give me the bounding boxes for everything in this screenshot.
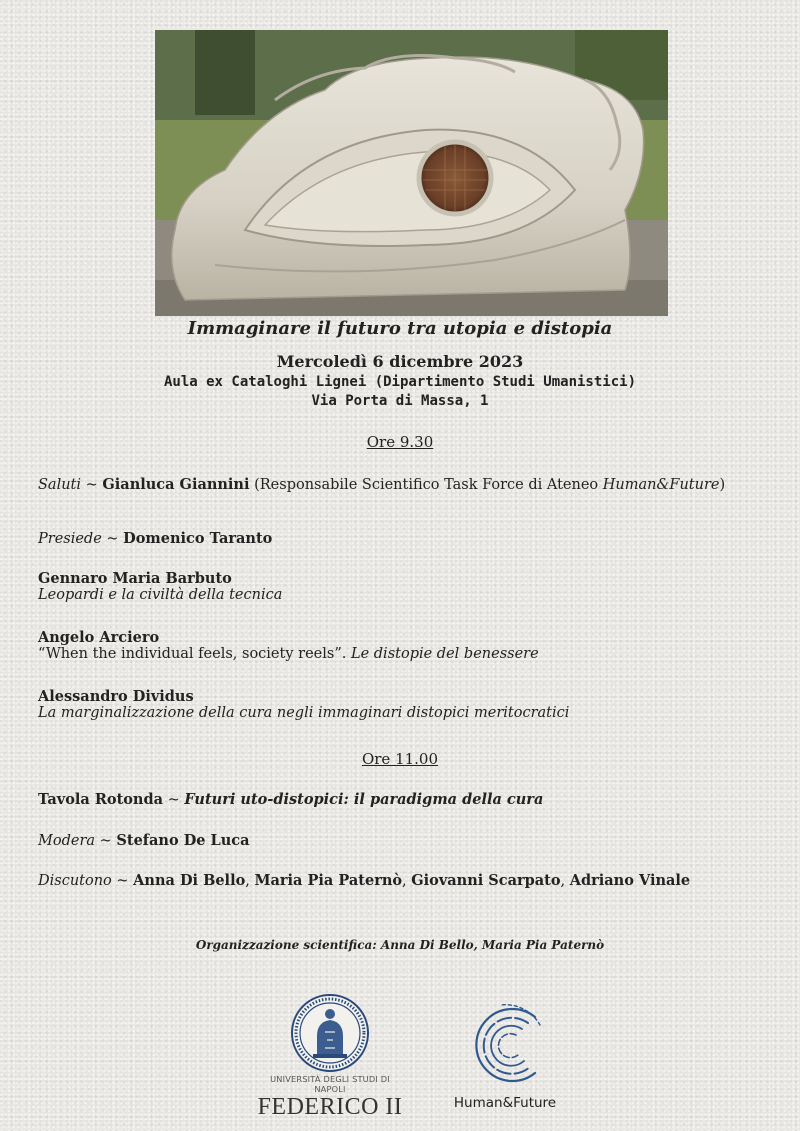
roundtable-line [38,791,543,808]
university-name: UNIVERSITÀ DEGLI STUDI DI NAPOLI [270,1074,390,1094]
university-seal-icon [255,992,405,1074]
event-address: Via Porta di Massa, 1 [311,393,489,409]
greeting-affil-pre: (Responsabile Scientifico Task Force di Ateneo [249,477,603,493]
greeting-affil-italic: Human&Future [602,477,720,493]
greeting-line [38,476,725,493]
organization-credit: Organizzazione scientifica: Anna Di Bello, Maria Pia Paternò [195,938,605,952]
discussant-joiner: , [245,873,255,889]
chair-sep: ~ [101,531,124,547]
talk-title [38,587,282,603]
chair-line [38,530,272,547]
greeting-sep: ~ [81,477,103,493]
talk-speaker: Angelo Arciero [38,629,160,646]
university-wordmark: FEDERICO II [257,1094,403,1120]
talk-title-plain: “When the individual feels, society reels”. [38,646,351,662]
chair-name: Domenico Taranto [123,530,273,547]
discussant-name: Maria Pia Paternò [254,872,403,889]
talk-item [38,570,282,603]
moderator-sep: ~ [95,833,117,849]
discussant-name: Anna Di Bello [133,872,246,889]
event-subtitle: Immaginare il futuro tra utopia e distopia [187,318,613,339]
discussant-joiner: , [560,873,570,889]
discussants-role: Discutono [38,873,112,889]
header-photo [155,30,668,316]
human-future-logo [440,995,570,1120]
talk-item [38,629,539,662]
event-venue: Aula ex Cataloghi Lignei (Dipartimento Studi Umanistici) [163,374,636,390]
session1-time: Ore 9.30 [366,433,434,451]
greeting-affil-post: ) [719,477,726,493]
talk-title-italic: La marginalizzazione della cura negli immaginari distopici meritocratici [38,705,570,721]
discussants-line [38,872,690,889]
talk-item [38,688,569,721]
human-future-icon [440,995,570,1091]
talk-title-italic: Leopardi e la civiltà della tecnica [38,587,283,603]
talk-title-italic: Le distopie del benessere [350,646,539,662]
talk-title [38,646,539,662]
moderator-line [38,832,250,849]
roundtable-label: Tavola Rotonda [38,791,164,808]
discussant-name: Giovanni Scarpato [411,872,561,889]
chair-role: Presiede [38,531,102,547]
moderator-name: Stefano De Luca [116,832,250,849]
human-future-wordmark: Human&Future [453,1095,557,1111]
session2-time: Ore 11.00 [361,750,439,768]
federico-ii-logo [255,992,405,1122]
discussants-sep: ~ [111,873,134,889]
discussant-name: Adriano Vinale [569,872,691,889]
moderator-role: Modera [38,833,96,849]
roundtable-sep: ~ [163,792,185,808]
eye-sculpture-image [155,30,668,316]
greeting-name: Gianluca Giannini [102,476,250,493]
talk-speaker: Alessandro Dividus [38,688,194,705]
discussant-joiner: , [402,873,412,889]
talk-speaker: Gennaro Maria Barbuto [38,570,232,587]
roundtable-title: Futuri uto-distopici: il paradigma della cura [184,791,544,808]
event-date: Mercoledì 6 dicembre 2023 [276,352,524,371]
talk-title [38,705,569,721]
greeting-role: Saluti [38,477,82,493]
